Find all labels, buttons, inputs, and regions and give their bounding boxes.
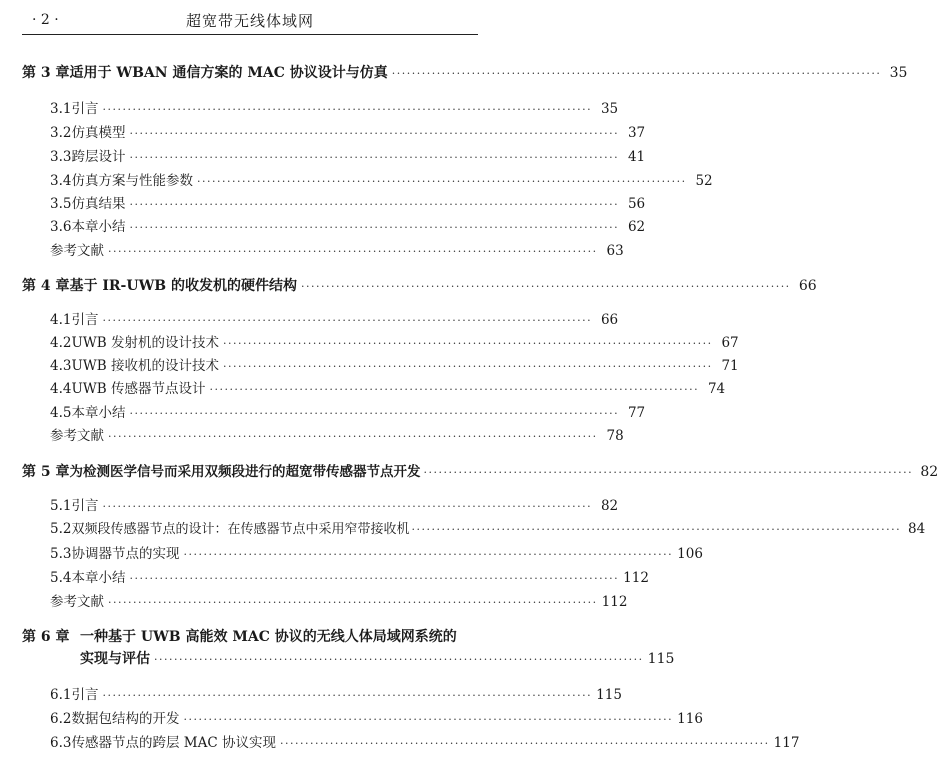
section-title: UWB 发射机的设计技术 [71,335,219,351]
dot-leader: ·································································································· [102,314,593,327]
chapter-title: 适用于 WBAN 通信方案的 MAC 协议设计与仿真 [69,65,388,81]
section-title: 跨层设计 [71,149,126,165]
section-number: 3.3 [50,149,72,165]
toc-chapter-6-continued [80,648,675,668]
dot-leader: ·································································································· [279,737,770,750]
toc-chapter-5 [22,460,938,481]
dot-leader: ·································································································· [411,523,902,536]
section-title: 传感器节点的跨层 MAC 协议实现 [71,735,276,751]
page-number: 117 [773,735,800,751]
dot-leader: ·································································································· [129,407,620,420]
toc-chapter-6 [22,626,478,646]
dot-leader: ·································································································· [196,175,687,188]
section-number: 4.4 [50,381,72,397]
page-number: 115 [596,687,622,703]
dot-leader: ·································································································· [102,103,593,116]
dot-leader: ·································································································· [129,221,620,234]
section-number: 4.1 [50,312,72,328]
page-number: 66 [798,278,817,294]
section-title: 引言 [71,687,99,703]
page-number: 82 [600,498,619,514]
section-number: 4.2 [50,335,72,351]
dot-leader: ·································································································· [129,198,620,211]
toc-section-6-1 [50,683,622,703]
page-number: 71 [721,358,739,374]
page-number: 115 [647,651,675,667]
section-title: 引言 [71,498,99,514]
toc-references-4 [50,424,624,444]
section-title: 仿真结果 [71,196,126,212]
section-number: 3.4 [50,173,72,189]
section-number: 5.1 [50,498,72,514]
chapter-number: 第 6 章 [22,629,70,645]
chapter-number: 第 4 章 [22,278,70,294]
header-book-title: 超宽带无线体域网 [185,12,314,30]
page-number: 116 [677,711,703,727]
section-title: UWB 传感器节点设计 [71,381,206,397]
page-number: 78 [606,428,624,444]
section-title: 本章小结 [71,219,126,235]
dot-leader: ·································································································· [391,67,882,80]
section-number: 5.4 [50,570,72,586]
section-title: 本章小结 [71,570,126,586]
page-number: 56 [627,196,646,212]
toc-section-3-1 [50,97,619,117]
page-number: 74 [707,381,726,397]
chapter-title: 为检测医学信号而采用双频段进行的超宽带传感器节点开发 [69,464,421,480]
header-page-number: · 2 · [32,12,59,28]
dot-leader: ·································································································· [154,653,644,666]
toc-section-4-4 [50,377,726,397]
section-number: 5.3 [50,546,72,562]
dot-leader: ·································································································· [183,713,674,726]
page-number: 37 [627,125,646,141]
page-number: 66 [600,312,619,328]
section-number: 6.2 [50,711,72,727]
dot-leader: ·································································································· [129,572,620,585]
section-number: 3.5 [50,196,72,212]
dot-leader: ·································································································· [108,245,598,258]
page-number: 82 [920,464,938,480]
page-number: 35 [600,101,619,117]
page-number: 106 [677,546,703,562]
page-number: 84 [907,521,926,537]
references-title: 参考文献 [50,594,104,610]
dot-leader: ·································································································· [222,360,713,373]
toc-section-5-4 [50,566,649,586]
section-title: 协调器节点的实现 [71,546,180,562]
chapter-title: 一种基于 UWB 高能效 MAC 协议的无线人体局域网系统的 [80,629,457,645]
section-title: 双频段传感器节点的设计：在传感器节点中采用窄带接收机 [71,522,410,537]
toc-section-5-1 [50,494,619,514]
page-number: 62 [627,219,646,235]
section-title: 本章小结 [71,405,126,421]
section-number: 3.6 [50,219,72,235]
toc-section-3-4 [50,169,713,189]
dot-leader: ·································································································· [129,127,620,140]
section-number: 4.3 [50,358,72,374]
section-title: 数据包结构的开发 [71,711,180,727]
section-title: 仿真方案与性能参数 [71,173,193,189]
dot-leader: ·································································································· [102,500,593,513]
chapter-title-continued: 实现与评估 [80,651,150,667]
toc-section-4-3 [50,354,739,374]
toc-section-5-3 [50,542,703,562]
section-title: 引言 [71,312,99,328]
toc-references-3 [50,239,624,259]
section-number: 5.2 [50,521,72,537]
page-number: 41 [627,149,646,165]
dot-leader: ·································································································· [129,151,620,164]
page-number: 77 [627,405,646,421]
dot-leader: ·································································································· [423,466,914,479]
toc-section-3-6 [50,215,646,235]
toc-section-3-2 [50,121,646,141]
toc-section-5-2 [50,518,926,537]
dot-leader: ·································································································· [209,383,700,396]
toc-section-4-5 [50,401,646,421]
references-title: 参考文献 [50,243,104,259]
dot-leader: ·································································································· [102,689,593,702]
toc-section-4-1 [50,308,619,328]
dot-leader: ·································································································· [222,337,713,350]
chapter-number: 第 5 章 [22,464,70,480]
section-number: 3.2 [50,125,72,141]
toc-section-6-2 [50,707,703,727]
references-title: 参考文献 [50,428,104,444]
page-number: 67 [721,335,739,351]
dot-leader: ·································································································· [301,280,791,293]
section-title: 引言 [71,101,99,117]
toc-chapter-4 [22,275,817,295]
dot-leader: ·································································································· [108,430,598,443]
toc-chapter-3 [22,62,908,82]
page-number: 112 [623,570,649,586]
toc-section-3-5 [50,192,646,212]
toc-section-3-3 [50,145,646,165]
page-number: 52 [695,173,713,189]
page-number: 35 [889,65,908,81]
page-number: 112 [601,594,628,610]
running-header [22,6,478,35]
section-number: 6.3 [50,735,72,751]
toc-section-6-3 [50,731,800,751]
section-number: 3.1 [50,101,72,117]
page-number: 63 [606,243,624,259]
section-title: UWB 接收机的设计技术 [71,358,219,374]
section-number: 4.5 [50,405,72,421]
section-title: 仿真模型 [71,125,126,141]
dot-leader: ·································································································· [108,596,598,609]
chapter-number: 第 3 章 [22,65,70,81]
toc-references-5 [50,590,628,610]
dot-leader: ·································································································· [183,548,674,561]
section-number: 6.1 [50,687,72,703]
chapter-title: 基于 IR-UWB 的收发机的硬件结构 [69,278,298,294]
toc-section-4-2 [50,331,739,351]
